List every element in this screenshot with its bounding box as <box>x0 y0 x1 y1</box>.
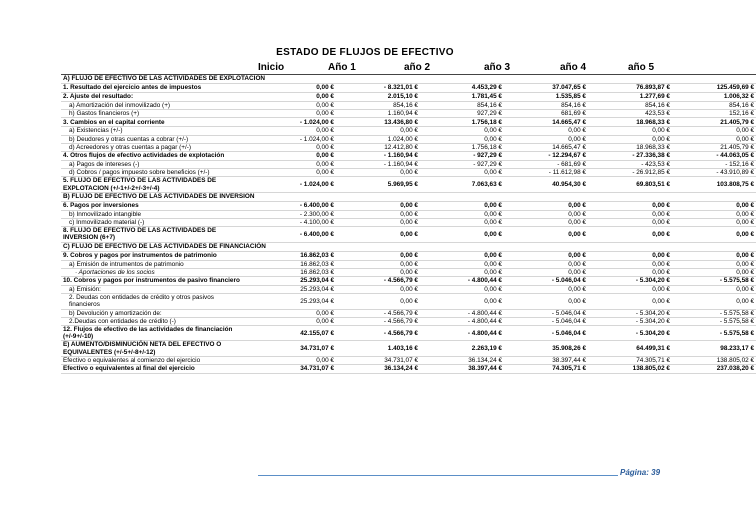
cell-value: 0,00 € <box>420 210 504 218</box>
cell-value: 0,00 € <box>248 356 336 364</box>
table-row <box>61 356 756 364</box>
cell-value: 138.805,02 € <box>672 356 756 364</box>
cell-value: 0,00 € <box>504 135 588 143</box>
cell-value: - 5.304,20 € <box>588 277 672 286</box>
cell-value: 64.499,31 € <box>588 341 672 356</box>
cell-value: - 6.400,00 € <box>248 201 336 210</box>
cell-value: 0,00 € <box>504 268 588 276</box>
cell-value: 0,00 € <box>420 294 504 309</box>
cell-value: - 44.063,05 € <box>672 152 756 161</box>
cell-value: 0,00 € <box>336 251 420 260</box>
cell-value: - 423,53 € <box>588 161 672 169</box>
row-label: h) Gastos financieros (+) <box>61 110 248 118</box>
cell-value: - 12.294,67 € <box>504 152 588 161</box>
cell-value: 0,00 € <box>588 135 672 143</box>
column-header-ano-2: año 2 <box>404 62 431 73</box>
cell-value: 0,00 € <box>336 268 420 276</box>
table-row <box>61 135 756 143</box>
cell-value: 927,29 € <box>420 110 504 118</box>
cell-value: 0,00 € <box>504 294 588 309</box>
table-row <box>61 219 756 227</box>
row-label: 8. FLUJO DE EFECTIVO DE LAS ACTIVIDADES DE INVERSION (6+7) <box>61 227 248 242</box>
table-row <box>61 93 756 102</box>
cell-value: 237.038,20 € <box>672 365 756 374</box>
table-row <box>61 341 756 356</box>
row-label: b) Inmovilizado intangible <box>61 210 248 218</box>
cell-value: 76.893,87 € <box>588 84 672 93</box>
cell-value: 0,00 € <box>336 286 420 294</box>
cell-value: 34.731,07 € <box>248 341 336 356</box>
cell-value: 21.405,79 € <box>672 143 756 151</box>
row-label: 2. Ajuste del resultado: <box>61 93 248 102</box>
table-row <box>61 102 756 110</box>
cell-value: 0,00 € <box>588 268 672 276</box>
table-row <box>61 227 756 242</box>
cell-value: 69.803,51 € <box>588 177 672 192</box>
row-label: a) Emisión: <box>61 286 248 294</box>
cash-flow-table-body <box>61 75 756 374</box>
row-label: 1. Resultado del ejercicio antes de impuestos <box>61 84 248 93</box>
cell-value: - 152,16 € <box>672 161 756 169</box>
cell-value: 0,00 € <box>420 251 504 260</box>
cash-flow-table <box>61 74 756 374</box>
row-label: c) Inmovilizado material (-) <box>61 219 248 227</box>
cell-value: - 4.566,79 € <box>336 309 420 317</box>
cell-value: 0,00 € <box>248 161 336 169</box>
cell-value: 0,00 € <box>248 84 336 93</box>
row-label: A) FLUJO DE EFECTIVO DE LAS ACTIVIDADES DE EXPLOTACION <box>61 75 756 84</box>
cell-value: 0,00 € <box>248 309 336 317</box>
cell-value: 0,00 € <box>248 102 336 110</box>
row-label: b) Devolución y amortización de: <box>61 309 248 317</box>
row-label: 4. Otros flujos de efectivo actividades de explotación <box>61 152 248 161</box>
cell-value: 0,00 € <box>248 127 336 135</box>
table-row <box>61 177 756 192</box>
cell-value: - 6.400,00 € <box>248 227 336 242</box>
cell-value: 854,16 € <box>672 102 756 110</box>
cell-value: 0,00 € <box>420 260 504 268</box>
cell-value: - 5.046,04 € <box>504 277 588 286</box>
cell-value: 423,53 € <box>588 110 672 118</box>
cell-value: 138.805,02 € <box>588 365 672 374</box>
cell-value: - 5.304,20 € <box>588 326 672 341</box>
cell-value: 0,00 € <box>588 294 672 309</box>
row-label: 12. Flujos de efectivo de las actividades de financiación (+/-9+/-10) <box>61 326 248 341</box>
cell-value: 1.403,16 € <box>336 341 420 356</box>
row-label: 2. Deudas con entidades de crédito y otros pasivos financieros <box>61 294 248 309</box>
cell-value: 34.731,07 € <box>336 356 420 364</box>
cell-value: 103.808,75 € <box>672 177 756 192</box>
cell-value: 16.862,03 € <box>248 268 336 276</box>
cell-value: 0,00 € <box>420 127 504 135</box>
cell-value: 0,00 € <box>504 260 588 268</box>
cell-value: 0,00 € <box>588 127 672 135</box>
cell-value: 0,00 € <box>336 260 420 268</box>
table-row <box>61 286 756 294</box>
cell-value: 13.436,80 € <box>336 118 420 127</box>
cell-value: 0,00 € <box>248 143 336 151</box>
cell-value: 0,00 € <box>588 251 672 260</box>
column-header-ano-4: año 4 <box>560 62 587 73</box>
page-number: Página: 39 <box>620 468 661 477</box>
cell-value: 0,00 € <box>420 286 504 294</box>
row-label: Efectivo o equivalentes al comienzo del ejercicio <box>61 356 248 364</box>
cell-value: 0,00 € <box>248 169 336 177</box>
cell-value: - 4.800,44 € <box>420 326 504 341</box>
cell-value: 2.263,19 € <box>420 341 504 356</box>
cell-value: 14.665,47 € <box>504 118 588 127</box>
cell-value: 21.405,79 € <box>672 118 756 127</box>
cell-value: 854,16 € <box>336 102 420 110</box>
cell-value: - 927,29 € <box>420 161 504 169</box>
cell-value: 0,00 € <box>672 294 756 309</box>
cell-value: - 27.336,38 € <box>588 152 672 161</box>
row-label: Efectivo o equivalentes al final del ejercicio <box>61 365 248 374</box>
section-row <box>61 75 756 84</box>
cell-value: 0,00 € <box>504 251 588 260</box>
row-label: B) FLUJO DE EFECTIVO DE LAS ACTIVIDADES DE INVERSION <box>61 192 756 201</box>
table-row <box>61 294 756 309</box>
column-header-ano-3: año 3 <box>484 62 511 73</box>
column-header-ano-5: año 5 <box>628 62 655 73</box>
cell-value: - 4.566,79 € <box>336 317 420 325</box>
cell-value: 0,00 € <box>420 169 504 177</box>
cell-value: - 11.612,98 € <box>504 169 588 177</box>
table-row <box>61 152 756 161</box>
cell-value: 38.397,44 € <box>420 365 504 374</box>
cell-value: - 5.304,20 € <box>588 317 672 325</box>
cell-value: 0,00 € <box>248 317 336 325</box>
cell-value: 0,00 € <box>588 260 672 268</box>
cell-value: 1.006,32 € <box>672 93 756 102</box>
cell-value: - 1.024,00 € <box>248 135 336 143</box>
cell-value: 0,00 € <box>672 251 756 260</box>
cell-value: - 681,69 € <box>504 161 588 169</box>
table-row <box>61 127 756 135</box>
cell-value: 152,16 € <box>672 110 756 118</box>
cell-value: 0,00 € <box>504 219 588 227</box>
cell-value: - 5.046,04 € <box>504 317 588 325</box>
cell-value: 12.412,80 € <box>336 143 420 151</box>
cell-value: - 4.566,79 € <box>336 277 420 286</box>
cell-value: 25.293,04 € <box>248 286 336 294</box>
cell-value: 0,00 € <box>672 135 756 143</box>
row-label: a) Amortización del inmovilizado (+) <box>61 102 248 110</box>
row-label: a) Existencias (+/-) <box>61 127 248 135</box>
table-row <box>61 277 756 286</box>
cell-value: 0,00 € <box>504 201 588 210</box>
table-row <box>61 110 756 118</box>
cell-value: 681,69 € <box>504 110 588 118</box>
cell-value: - 5.304,20 € <box>588 309 672 317</box>
cell-value: 125.459,69 € <box>672 84 756 93</box>
cell-value: 0,00 € <box>336 294 420 309</box>
table-row <box>61 210 756 218</box>
cell-value: 34.731,07 € <box>248 365 336 374</box>
column-header-ano-1: Año 1 <box>328 62 356 73</box>
cell-value: 0,00 € <box>336 227 420 242</box>
cell-value: 0,00 € <box>504 227 588 242</box>
row-label: a) Pagos de intereses (-) <box>61 161 248 169</box>
cell-value: 1.781,45 € <box>420 93 504 102</box>
cell-value: 0,00 € <box>504 210 588 218</box>
cell-value: 0,00 € <box>672 260 756 268</box>
cell-value: 7.063,63 € <box>420 177 504 192</box>
cell-value: - 1.160,94 € <box>336 161 420 169</box>
cell-value: 37.047,65 € <box>504 84 588 93</box>
cell-value: 0,00 € <box>672 268 756 276</box>
cell-value: 25.293,04 € <box>248 294 336 309</box>
report-title: ESTADO DE FLUJOS DE EFECTIVO <box>276 47 454 58</box>
table-row <box>61 365 756 374</box>
cell-value: 0,00 € <box>420 219 504 227</box>
cell-value: - 43.910,89 € <box>672 169 756 177</box>
cell-value: 38.397,44 € <box>504 356 588 364</box>
cell-value: 0,00 € <box>588 219 672 227</box>
cell-value: 1.756,18 € <box>420 143 504 151</box>
cell-value: 18.968,33 € <box>588 118 672 127</box>
cell-value: 4.453,29 € <box>420 84 504 93</box>
cell-value: - 1.024,00 € <box>248 177 336 192</box>
cell-value: - 4.100,00 € <box>248 219 336 227</box>
cell-value: 74.305,71 € <box>588 356 672 364</box>
cell-value: 0,00 € <box>248 93 336 102</box>
cell-value: 0,00 € <box>588 227 672 242</box>
table-row <box>61 161 756 169</box>
cell-value: 1.277,69 € <box>588 93 672 102</box>
cell-value: 0,00 € <box>588 201 672 210</box>
cell-value: 854,16 € <box>588 102 672 110</box>
cell-value: - 1.160,94 € <box>336 152 420 161</box>
cell-value: 0,00 € <box>420 201 504 210</box>
cell-value: 35.908,26 € <box>504 341 588 356</box>
cell-value: - 4.800,44 € <box>420 277 504 286</box>
cell-value: 2.015,10 € <box>336 93 420 102</box>
cell-value: 36.134,24 € <box>336 365 420 374</box>
cell-value: - 5.046,04 € <box>504 309 588 317</box>
cell-value: 0,00 € <box>420 227 504 242</box>
cell-value: 0,00 € <box>588 286 672 294</box>
row-label: 9. Cobros y pagos por instrumentos de patrimonio <box>61 251 248 260</box>
cell-value: 0,00 € <box>248 152 336 161</box>
table-row <box>61 260 756 268</box>
table-row <box>61 251 756 260</box>
table-row <box>61 169 756 177</box>
table-row <box>61 118 756 127</box>
cell-value: - 4.566,79 € <box>336 326 420 341</box>
section-row <box>61 192 756 201</box>
cell-value: 0,00 € <box>336 219 420 227</box>
cell-value: 0,00 € <box>588 210 672 218</box>
cell-value: - 5.575,58 € <box>672 317 756 325</box>
row-label: d) Acreedores y otras cuentas a pagar (+/-) <box>61 143 248 151</box>
cell-value: 5.969,95 € <box>336 177 420 192</box>
cell-value: - 927,29 € <box>420 152 504 161</box>
cell-value: - 5.575,58 € <box>672 277 756 286</box>
row-label: b) Deudores y otras cuentas a cobrar (+/-) <box>61 135 248 143</box>
table-row <box>61 309 756 317</box>
table-row <box>61 201 756 210</box>
cell-value: - 8.321,01 € <box>336 84 420 93</box>
cell-value: 0,00 € <box>420 135 504 143</box>
cell-value: 0,00 € <box>672 127 756 135</box>
cell-value: 0,00 € <box>420 268 504 276</box>
cell-value: 74.305,71 € <box>504 365 588 374</box>
cell-value: - 5.046,04 € <box>504 326 588 341</box>
cell-value: 1.024,00 € <box>336 135 420 143</box>
row-label: 10. Cobros y pagos por instrumentos de pasivo financiero <box>61 277 248 286</box>
cell-value: - 5.575,58 € <box>672 309 756 317</box>
row-label: 3. Cambios en el capital corriente <box>61 118 248 127</box>
cell-value: 0,00 € <box>672 210 756 218</box>
cell-value: 854,16 € <box>504 102 588 110</box>
row-label: C) FLUJO DE EFECTIVO DE LAS ACTIVIDADES DE FINANCIACIÓN <box>61 242 756 251</box>
table-row <box>61 326 756 341</box>
cell-value: 0,00 € <box>336 201 420 210</box>
table-row <box>61 317 756 325</box>
cell-value: 40.954,30 € <box>504 177 588 192</box>
cell-value: 1.535,85 € <box>504 93 588 102</box>
row-label: a) Emisión de intrumentos de patrimonio <box>61 260 248 268</box>
cell-value: - 2.300,00 € <box>248 210 336 218</box>
row-label: 2.Deudas con entidades de crédito (-) <box>61 317 248 325</box>
cell-value: 0,00 € <box>672 227 756 242</box>
cell-value: 0,00 € <box>672 286 756 294</box>
cell-value: 0,00 € <box>504 127 588 135</box>
cell-value: 0,00 € <box>672 201 756 210</box>
cell-value: - 5.575,58 € <box>672 326 756 341</box>
row-label: d) Cobros / pagos impuesto sobre beneficios (+/-) <box>61 169 248 177</box>
cell-value: 0,00 € <box>336 169 420 177</box>
row-label: 6. Pagos por inversiones <box>61 201 248 210</box>
cell-value: 98.233,17 € <box>672 341 756 356</box>
row-label: · Aportaciones de los socios <box>61 268 248 276</box>
cell-value: 36.134,24 € <box>420 356 504 364</box>
cell-value: 0,00 € <box>672 219 756 227</box>
row-label: 5. FLUJO DE EFECTIVO DE LAS ACTIVIDADES DE EXPLOTACION (+/-1+/-2+/-3+/-4) <box>61 177 248 192</box>
footer-divider <box>258 475 618 476</box>
cell-value: 16.862,03 € <box>248 260 336 268</box>
row-label: E) AUMENTO/DISMINUCIÓN NETA DEL EFECTIVO O EQUIVALENTES (+/-5+/-8+/-12) <box>61 341 248 356</box>
cell-value: 25.293,04 € <box>248 277 336 286</box>
column-header-inicio: Inicio <box>258 62 285 73</box>
cell-value: 16.862,03 € <box>248 251 336 260</box>
cell-value: 0,00 € <box>504 286 588 294</box>
cell-value: 1.756,18 € <box>420 118 504 127</box>
cell-value: - 4.800,44 € <box>420 317 504 325</box>
cell-value: 42.155,07 € <box>248 326 336 341</box>
cell-value: - 4.800,44 € <box>420 309 504 317</box>
cell-value: 18.968,33 € <box>588 143 672 151</box>
cell-value: 0,00 € <box>248 110 336 118</box>
cell-value: 0,00 € <box>336 210 420 218</box>
cell-value: 1.160,94 € <box>336 110 420 118</box>
table-row <box>61 84 756 93</box>
cell-value: - 1.024,00 € <box>248 118 336 127</box>
cell-value: 0,00 € <box>336 127 420 135</box>
cell-value: 854,16 € <box>420 102 504 110</box>
cell-value: - 26.912,85 € <box>588 169 672 177</box>
section-row <box>61 242 756 251</box>
table-row <box>61 268 756 276</box>
cell-value: 14.665,47 € <box>504 143 588 151</box>
table-row <box>61 143 756 151</box>
